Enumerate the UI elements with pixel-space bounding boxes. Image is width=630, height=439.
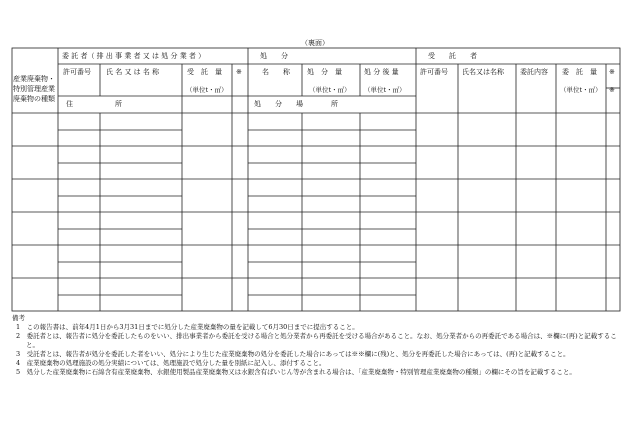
consignee-note-mark-2: ※: [609, 86, 615, 94]
permit-no-header: 許可番号: [63, 68, 91, 76]
consignee-group-header: 受 託 者: [428, 52, 477, 60]
remark-item-1: 1 この報告書は、前年4月1日から3月31日までに処分した産業廃棄物の量を記載して6月30日までに提出すること。: [16, 323, 359, 331]
consignor-note-mark: ※: [236, 68, 242, 76]
consignor-group-header: 委 託 者（ 排 出 事 業 者 又 は 処 分 業 者 ）: [62, 52, 206, 60]
remark-item-3: 3 受託者とは、報告者が処分を委託した者をいい、処分により生じた産業廃棄物の処分を委託した場合にあっては※※欄に(残)と、処分を再委託した場合にあっては、(再)と記載すること。: [16, 350, 570, 358]
remarks-section: [12, 314, 624, 377]
consigned-qty-header: 受 託 量: [187, 68, 222, 76]
consignee-permit-no-header: 許可番号: [420, 68, 448, 76]
consign-content-header: 委託内容: [520, 68, 548, 76]
consign-qty-unit: （単位t・㎥）: [560, 86, 602, 94]
disposal-group-header: 処 分: [260, 52, 288, 60]
post-disposal-qty-header: 処 分 後 量: [364, 68, 399, 76]
disposal-qty-unit: （単位t・㎥）: [309, 86, 351, 94]
name-header: 氏 名 又 は 名 称: [106, 68, 160, 76]
page-caption: （裏面）: [301, 39, 329, 47]
waste-type-header: 産業廃棄物・特別管理産業廃棄物の種類: [13, 75, 55, 103]
consignee-note-mark: ※: [609, 68, 615, 76]
remarks-title: 備考: [12, 314, 25, 322]
post-disposal-qty-unit: （単位t・㎥）: [364, 86, 406, 94]
disposal-site-header: 処 分 場 所: [254, 100, 338, 108]
remark-item-2: 2 委託者とは、報告者に処分を委託したものをいい、排出事業者から委託を受ける場合と処分業者から再委託を受ける場合があること。なお、処分業者からの再委託である場合は、※欄に(再)と記載すること。: [16, 332, 617, 349]
consignee-name-header: 氏名又は名称: [462, 68, 504, 76]
remark-item-5: 5 処分した産業廃棄物に石綿含有産業廃棄物、水銀使用製品産業廃棄物又は水銀含有ばいじん等が含まれる場合は、「産業廃棄物・特別管理産業廃棄物の種類」の欄にその旨を記載すること。: [16, 368, 576, 376]
consigned-qty-unit: （単位t・㎥）: [186, 86, 228, 94]
disposal-name-header: 名 称: [262, 68, 290, 76]
remark-item-4: 4 産業廃棄物の処理施設の処分実績については、処理施設で処分した量を別紙に記入し、添付すること。: [16, 359, 326, 367]
consign-qty-header: 委 託 量: [562, 68, 597, 76]
address-header: 住 所: [66, 100, 122, 108]
disposal-qty-header: 処 分 量: [307, 68, 342, 76]
